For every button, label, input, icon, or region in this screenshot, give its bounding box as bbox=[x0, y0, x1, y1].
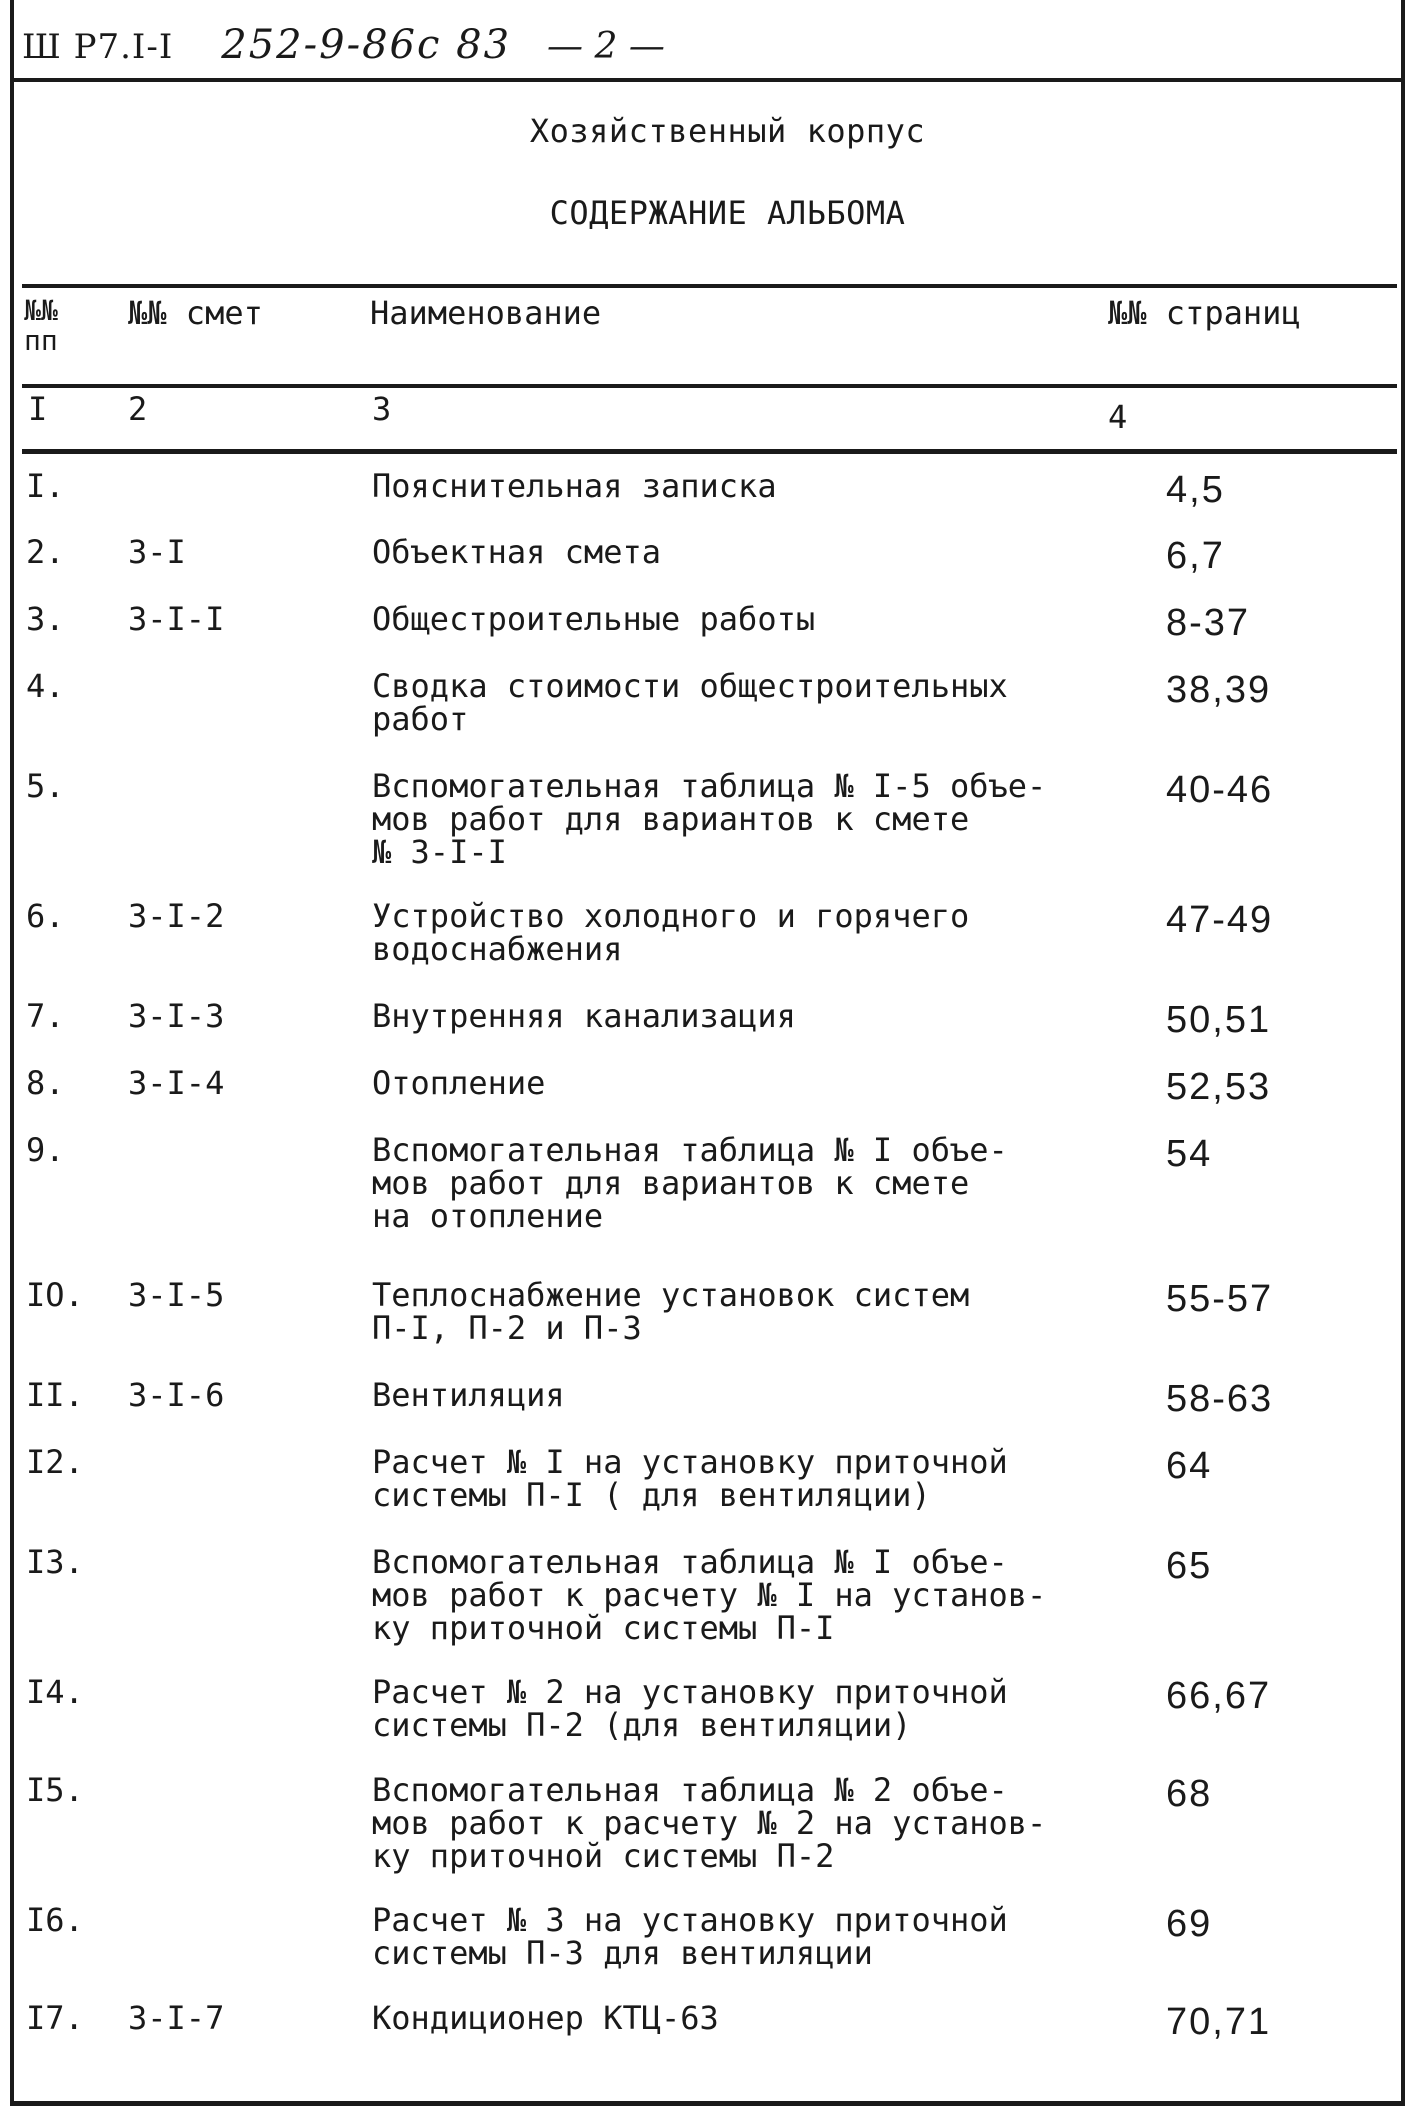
row-name: Вспомогательная таблица № I-5 объе- мов работ для вариантов к смете № 3-I-I bbox=[372, 767, 1047, 871]
table-row bbox=[0, 1673, 1415, 1774]
table-row bbox=[0, 1901, 1415, 2002]
row-pages: 8-37 bbox=[1166, 602, 1251, 644]
table-colnum-rule bbox=[22, 449, 1397, 454]
stamp-code: Ш Р7.I-I bbox=[22, 27, 174, 67]
row-pages: 54 bbox=[1166, 1133, 1213, 1175]
table-header-rule bbox=[22, 384, 1397, 388]
row-pages: 58-63 bbox=[1166, 1378, 1274, 1420]
table-row bbox=[0, 667, 1415, 770]
row-number: 2. bbox=[26, 533, 65, 571]
table-row bbox=[0, 1276, 1415, 1379]
table-row bbox=[0, 1999, 1415, 2082]
row-number: 5. bbox=[26, 767, 65, 805]
table-row bbox=[0, 767, 1415, 900]
row-name: Вспомогательная таблица № 2 объе- мов работ к расчету № 2 на установ- ку приточной системы П-2 bbox=[372, 1771, 1047, 1875]
table-row bbox=[0, 997, 1415, 1067]
row-name: Вспомогательная таблица № I объе- мов работ для вариантов к смете на отопление bbox=[372, 1131, 1008, 1235]
row-pages: 47-49 bbox=[1166, 899, 1274, 941]
table-row bbox=[0, 1443, 1415, 1546]
frame-bottom-border bbox=[10, 2101, 1405, 2106]
table-row bbox=[0, 1771, 1415, 1904]
row-pages: 55-57 bbox=[1166, 1278, 1274, 1320]
stamp-divider bbox=[10, 78, 1405, 82]
row-number: IO. bbox=[26, 1276, 84, 1314]
contents-table bbox=[0, 467, 1415, 2082]
row-name: Пояснительная записка bbox=[372, 467, 777, 505]
row-estimate: 3-I-3 bbox=[128, 997, 225, 1035]
row-estimate: 3-I-5 bbox=[128, 1276, 225, 1314]
row-name: Устройство холодного и горячего водоснабжения bbox=[372, 897, 970, 968]
row-number: 9. bbox=[26, 1131, 65, 1169]
row-name: Вентиляция bbox=[372, 1376, 565, 1414]
table-row bbox=[0, 467, 1415, 536]
row-name: Теплоснабжение установок систем П-I, П-2 и П-3 bbox=[372, 1276, 970, 1347]
row-name: Расчет № I на установку приточной системы П-I ( для вентиляции) bbox=[372, 1443, 1008, 1514]
row-number: 6. bbox=[26, 897, 65, 935]
row-number: I6. bbox=[26, 1901, 84, 1939]
row-pages: 64 bbox=[1166, 1445, 1213, 1487]
row-pages: 69 bbox=[1166, 1903, 1213, 1945]
row-pages: 70,71 bbox=[1166, 2001, 1272, 2043]
column-number: 3 bbox=[372, 390, 392, 428]
row-name: Отопление bbox=[372, 1064, 546, 1102]
table-row bbox=[0, 1543, 1415, 1676]
header-pages: №№ страниц bbox=[1108, 294, 1301, 332]
row-number: 7. bbox=[26, 997, 65, 1035]
header-number: №№ пп bbox=[24, 294, 58, 357]
stamp-page-number: — 2 — bbox=[547, 26, 665, 67]
document-subtitle: Хозяйственный корпус bbox=[529, 112, 926, 150]
table-row bbox=[0, 1131, 1415, 1279]
stamp-number: 252-9-86с 83 bbox=[221, 22, 512, 68]
row-pages: 68 bbox=[1166, 1773, 1213, 1815]
row-number: I3. bbox=[26, 1543, 84, 1581]
header-estimates: №№ смет bbox=[128, 294, 263, 332]
row-number: 4. bbox=[26, 667, 65, 705]
column-number: I bbox=[28, 390, 48, 428]
row-number: I4. bbox=[26, 1673, 84, 1711]
row-estimate: 3-I-6 bbox=[128, 1376, 225, 1414]
table-row bbox=[0, 1376, 1415, 1446]
document-title: СОДЕРЖАНИЕ АЛЬБОМА bbox=[549, 194, 906, 232]
row-estimate: 3-I-2 bbox=[128, 897, 225, 935]
row-number: I. bbox=[26, 467, 65, 505]
row-pages: 6,7 bbox=[1166, 535, 1225, 577]
row-estimate: 3-I-4 bbox=[128, 1064, 225, 1102]
table-row bbox=[0, 533, 1415, 603]
table-row bbox=[0, 1064, 1415, 1134]
row-pages: 40-46 bbox=[1166, 769, 1274, 811]
row-name: Внутренняя канализация bbox=[372, 997, 796, 1035]
table-row bbox=[0, 600, 1415, 670]
row-estimate: 3-I-7 bbox=[128, 1999, 225, 2037]
row-name: Общестроительные работы bbox=[372, 600, 816, 638]
row-name: Расчет № 2 на установку приточной системы П-2 (для вентиляции) bbox=[372, 1673, 1008, 1744]
row-number: 8. bbox=[26, 1064, 65, 1102]
table-top-rule bbox=[22, 284, 1397, 288]
row-pages: 4,5 bbox=[1166, 469, 1225, 511]
row-pages: 66,67 bbox=[1166, 1675, 1272, 1717]
row-name: Кондиционер КТЦ-63 bbox=[372, 1999, 719, 2037]
row-number: I7. bbox=[26, 1999, 84, 2037]
row-number: I2. bbox=[26, 1443, 84, 1481]
row-number: 3. bbox=[26, 600, 65, 638]
header-name: Наименование bbox=[370, 294, 602, 332]
column-number: 2 bbox=[128, 390, 148, 428]
document-stamp bbox=[22, 22, 665, 72]
row-name: Расчет № 3 на установку приточной системы П-3 для вентиляции bbox=[372, 1901, 1008, 1972]
row-number: I5. bbox=[26, 1771, 84, 1809]
row-number: II. bbox=[26, 1376, 84, 1414]
table-row bbox=[0, 897, 1415, 1000]
row-name: Вспомогательная таблица № I объе- мов работ к расчету № I на установ- ку приточной системы П-I bbox=[372, 1543, 1047, 1647]
row-pages: 52,53 bbox=[1166, 1066, 1272, 1108]
row-estimate: 3-I-I bbox=[128, 600, 225, 638]
column-number: 4 bbox=[1108, 398, 1128, 436]
row-pages: 65 bbox=[1166, 1545, 1213, 1587]
row-pages: 38,39 bbox=[1166, 669, 1272, 711]
row-pages: 50,51 bbox=[1166, 999, 1272, 1041]
row-name: Сводка стоимости общестроительных работ bbox=[372, 667, 1008, 738]
row-estimate: 3-I bbox=[128, 533, 186, 571]
row-name: Объектная смета bbox=[372, 533, 661, 571]
